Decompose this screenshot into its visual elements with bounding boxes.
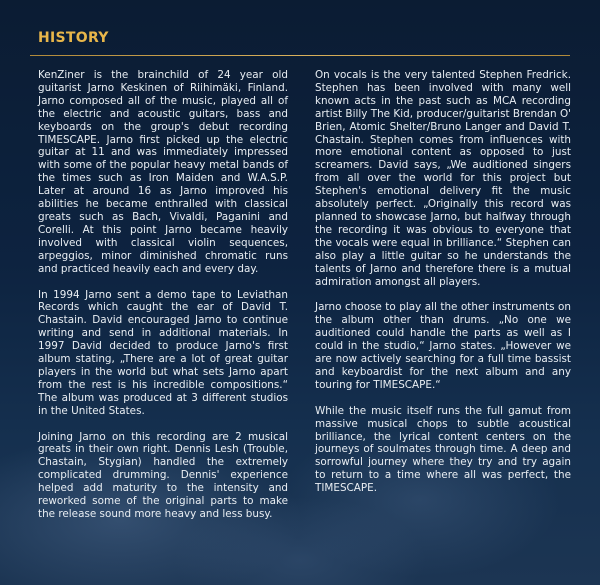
paragraph: Joining Jarno on this recording are 2 musical greats in their own right. Dennis Lesh (Trouble, Chastain, Stygian) handled the extremely complicated drumming. Dennis' experience helped add maturity to the intensity and reworked some of the original parts to make the release sound more heavy and less busy. xyxy=(38,430,288,520)
paragraph: Jarno choose to play all the other instruments on the album other than drums. „No one we auditioned could handle the parts as well as I could in the studio,“ Jarno states. „However we are now actively searching for a full time bassist and keyboardist for the next album and any touring for TIMESCAPE.“ xyxy=(315,301,571,391)
paragraph: KenZiner is the brainchild of 24 year old guitarist Jarno Keskinen of Riihimäki, Finland. Jarno composed all of the music, played all of the electric and acoustic guitars, bass and keyboards on the group's debut recording TIMESCAPE. Jarno first picked up the electric guitar at 11 and was immediately impressed with some of the popular heavy metal bands of the times such as Iron Maiden and W.A.S.P. Later at around 16 as Jarno improved his abilities he became enthralled with classical greats such as Bach, Vivaldi, Paganini and Corelli. At this point Jarno became heavily involved with classical violin sequences, arpeggios, minor diminished chromatic runs and practiced heavily each and every day. xyxy=(38,69,288,275)
title-divider xyxy=(30,55,570,56)
right-column xyxy=(315,69,571,508)
paragraph: On vocals is the very talented Stephen Fredrick. Stephen has been involved with many well known acts in the past such as MCA recording artist Billy The Kid, producer/guitarist Brendan O' Brien, Atomic Shelter/Bruno Langer and David T. Chastain. Stephen comes from influences with more emotional content as opposed to just screamers. David says, „We auditioned singers from all over the world for this project but Stephen's emotional delivery fit the music absolutely perfect. „Originally this record was planned to showcase Jarno, but halfway through the recording it was obvious to everyone that the vocals were equal in brilliance.“ Stephen can also play a little guitar so he understands the talents of Jarno and therefore there is a mutual admiration amongst all players. xyxy=(315,69,571,288)
left-column xyxy=(38,69,288,534)
paragraph: In 1994 Jarno sent a demo tape to Leviathan Records which caught the ear of David T. Chastain. David encouraged Jarno to continue writing and send in additional materials. In 1997 David decided to produce Jarno's first album stating, „There are a lot of great guitar players in the world but what sets Jarno apart from the rest is his incredible compositions.“ The album was produced at 3 different studios in the United States. xyxy=(38,288,288,417)
section-title: HISTORY xyxy=(38,30,109,46)
paragraph: While the music itself runs the full gamut from massive musical chops to subtle acoustical brilliance, the lyrical content centers on the journeys of soulmates through time. A deep and sorrowful journey where they try and try again to return to a time where all was perfect, the TIMESCAPE. xyxy=(315,404,571,495)
